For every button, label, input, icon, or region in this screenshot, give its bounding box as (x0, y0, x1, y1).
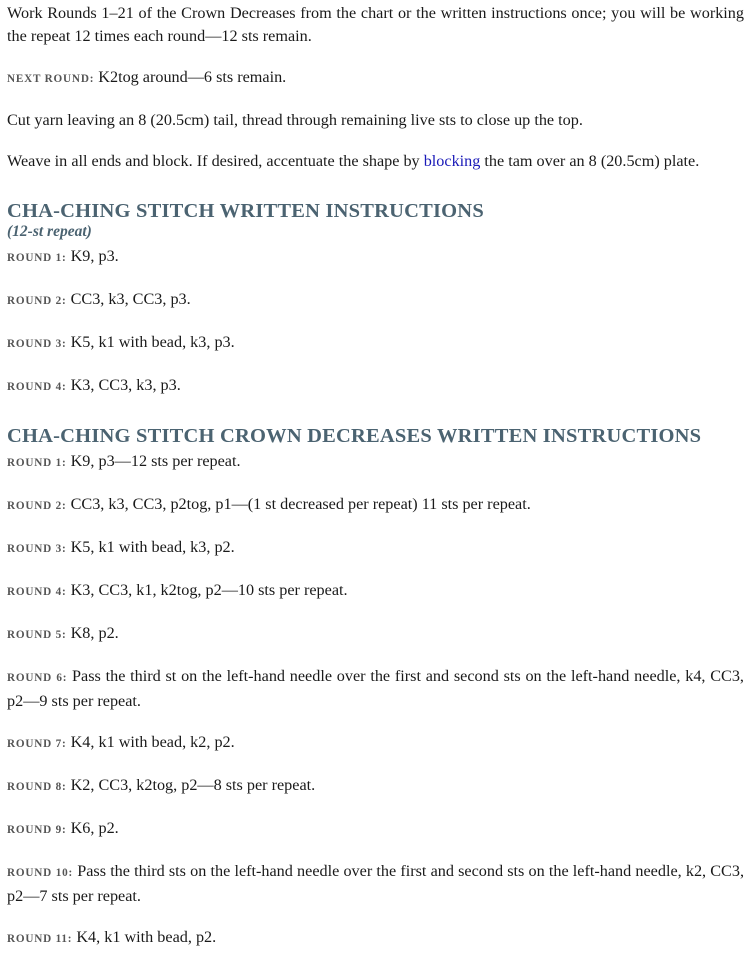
round-instruction (7, 536, 744, 561)
round-text: K6, p2. (66, 819, 119, 837)
round-label: ROUND 3: (7, 543, 67, 555)
round-text: K3, CC3, k1, k2tog, p2—10 sts per repeat. (66, 581, 348, 599)
round-label: ROUND 6: (7, 672, 68, 684)
weave-paragraph (7, 150, 744, 173)
round-text: CC3, k3, CC3, p2tog, p1—(1 st decreased per repeat) 11 sts per repeat. (66, 495, 531, 513)
round-text: K2, CC3, k2tog, p2—8 sts per repeat. (66, 776, 316, 794)
section1-heading: CHA-CHING STITCH WRITTEN INSTRUCTIONS (7, 200, 484, 222)
round-text: Pass the third st on the left-hand needle over the first and second sts on the left-hand needle, k4, CC3, p2—9 sts per repeat. (7, 667, 744, 710)
round-label: ROUND 3: (7, 338, 67, 350)
cut-yarn-paragraph: Cut yarn leaving an 8 (20.5cm) tail, thread through remaining live sts to close up the top. (7, 111, 583, 129)
section1-rounds (7, 245, 744, 399)
round-instruction (7, 450, 744, 475)
round-text: K4, k1 with bead, k2, p2. (66, 733, 235, 751)
round-instruction (7, 926, 744, 951)
round-instruction (7, 331, 744, 356)
round-label: ROUND 1: (7, 252, 67, 264)
weave-text-before: Weave in all ends and block. If desired, accentuate the shape by (7, 152, 424, 170)
round-label: ROUND 4: (7, 586, 67, 598)
round-instruction (7, 665, 744, 713)
round-label: ROUND 1: (7, 457, 67, 469)
round-text: K9, p3. (66, 247, 119, 265)
round-instruction (7, 731, 744, 756)
round-instruction (7, 860, 744, 908)
round-label: ROUND 2: (7, 500, 67, 512)
round-instruction (7, 817, 744, 842)
round-text: K9, p3—12 sts per repeat. (66, 452, 241, 470)
round-label: ROUND 2: (7, 295, 67, 307)
round-text: K4, k1 with bead, p2. (72, 928, 217, 946)
round-label: ROUND 4: (7, 381, 67, 393)
intro-paragraph: Work Rounds 1–21 of the Crown Decreases from the chart or the written instructions once; you will be working the repeat 12 times each round—12 sts remain. (7, 4, 744, 45)
round-text: K8, p2. (66, 624, 119, 642)
round-label: ROUND 7: (7, 738, 67, 750)
round-text: K5, k1 with bead, k3, p3. (66, 333, 235, 351)
round-instruction (7, 622, 744, 647)
round-label: ROUND 11: (7, 933, 73, 945)
section1-subheading: (12-st repeat) (7, 223, 92, 240)
round-text: K5, k1 with bead, k3, p2. (66, 538, 235, 556)
round-text: CC3, k3, CC3, p3. (66, 290, 191, 308)
weave-text-after: the tam over an 8 (20.5cm) plate. (480, 152, 700, 170)
next-round-label: NEXT ROUND: (7, 73, 95, 85)
round-instruction (7, 374, 744, 399)
round-text: K3, CC3, k3, p3. (66, 376, 181, 394)
section2-heading: CHA-CHING STITCH CROWN DECREASES WRITTEN INSTRUCTIONS (7, 425, 702, 447)
next-round-paragraph (7, 66, 744, 91)
round-instruction (7, 774, 744, 799)
round-instruction (7, 288, 744, 313)
round-label: ROUND 10: (7, 867, 74, 879)
round-label: ROUND 5: (7, 629, 67, 641)
round-label: ROUND 9: (7, 824, 67, 836)
next-round-text: K2tog around—6 sts remain. (94, 68, 287, 86)
round-instruction (7, 245, 744, 270)
round-instruction (7, 493, 744, 518)
round-label: ROUND 8: (7, 781, 67, 793)
section2-rounds (7, 450, 744, 951)
blocking-link[interactable]: blocking (423, 152, 481, 170)
round-instruction (7, 579, 744, 604)
round-text: Pass the third sts on the left-hand needle over the first and second sts on the left-hand needle, k2, CC3, p2—7 sts per repeat. (7, 862, 744, 905)
